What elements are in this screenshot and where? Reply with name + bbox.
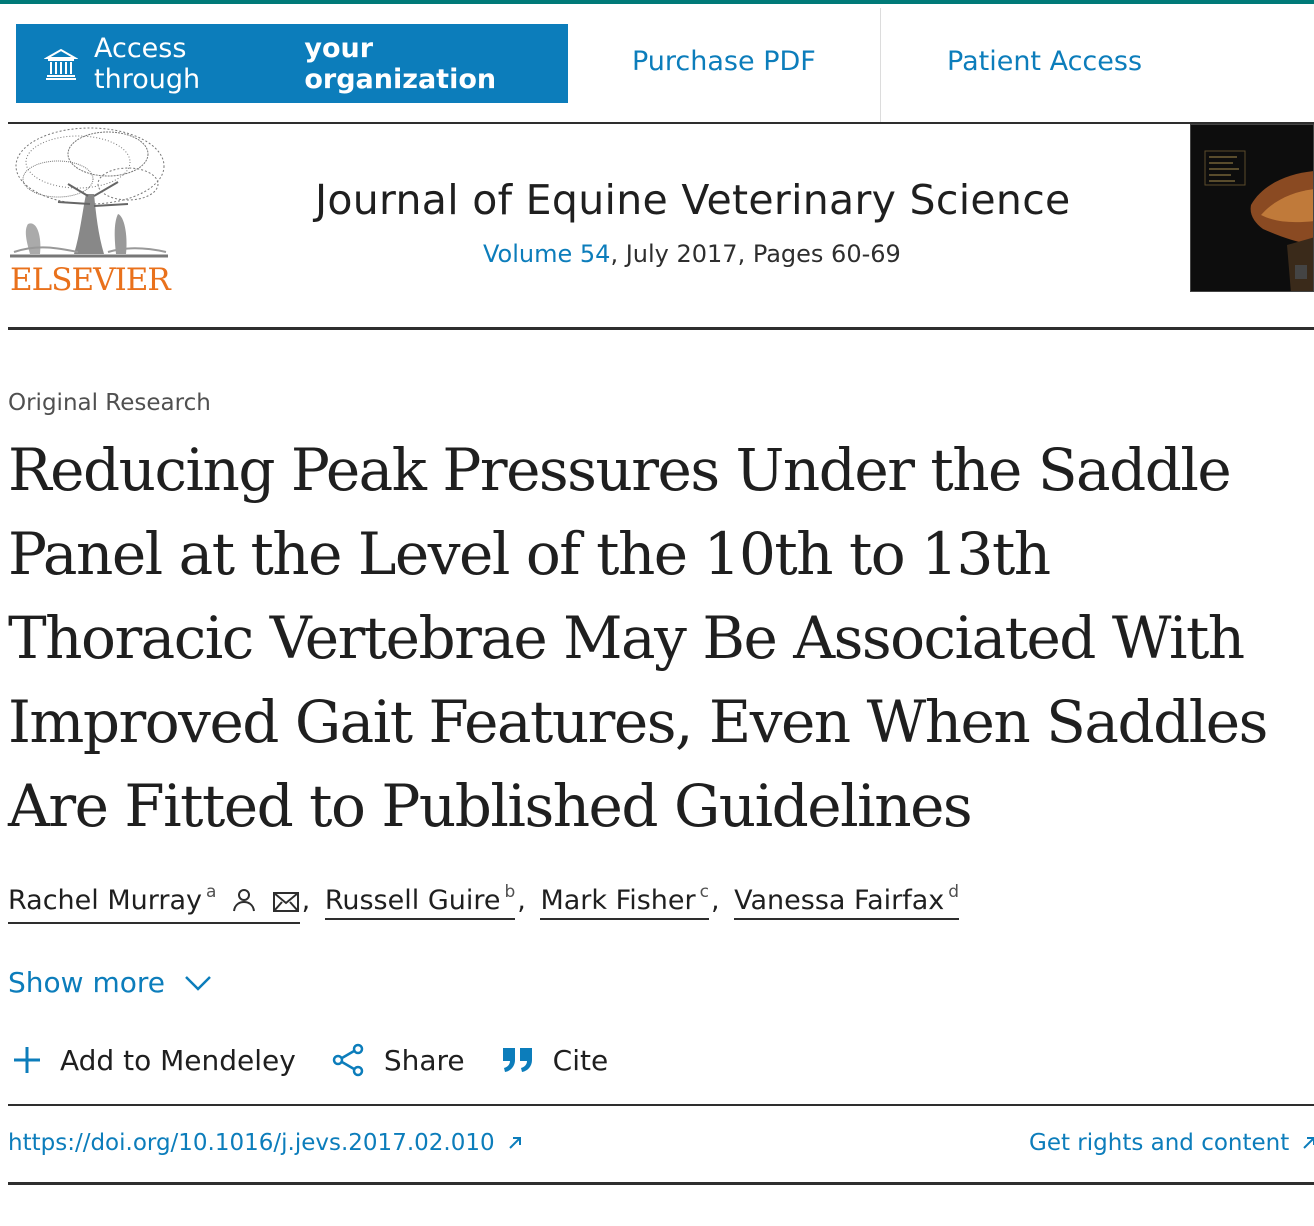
- article-actions: [12, 1043, 644, 1077]
- doi-link[interactable]: [8, 1130, 523, 1156]
- volume-link[interactable]: Volume 54: [483, 240, 611, 268]
- author-name: Mark Fisher: [540, 885, 696, 916]
- issue-details: , July 2017, Pages 60-69: [610, 240, 901, 268]
- access-bar: [0, 4, 1314, 122]
- author-separator: ,: [301, 885, 311, 916]
- add-to-mendeley-button[interactable]: [12, 1044, 296, 1077]
- show-more-button[interactable]: [8, 966, 213, 999]
- chevron-down-icon: [183, 966, 213, 999]
- access-button-prefix: Access through: [94, 32, 201, 95]
- person-icon: [231, 887, 257, 920]
- email-icon: [272, 889, 300, 920]
- get-rights-link[interactable]: [1029, 1130, 1314, 1156]
- patient-access-link[interactable]: Patient Access: [947, 46, 1143, 77]
- journal-header-divider: [8, 327, 1314, 330]
- author-affiliation: b: [504, 882, 516, 902]
- actions-divider: [8, 1104, 1314, 1106]
- author-name: Vanessa Fairfax: [734, 885, 945, 916]
- author-separator: ,: [710, 885, 720, 916]
- doi-text: https://doi.org/10.1016/j.jevs.2017.02.010: [8, 1130, 495, 1156]
- journal-title[interactable]: Journal of Equine Veterinary Science: [315, 176, 1071, 224]
- author-link[interactable]: [325, 882, 515, 920]
- share-label: Share: [383, 1043, 465, 1077]
- issue-line: [483, 240, 901, 268]
- author-link[interactable]: [8, 882, 300, 924]
- access-through-organization-button[interactable]: [16, 24, 568, 103]
- author-affiliation: a: [206, 882, 217, 902]
- author-affiliation: d: [948, 882, 960, 902]
- mendeley-label: Add to Mendeley: [60, 1043, 296, 1077]
- plus-icon: [12, 1045, 42, 1075]
- journal-cover-image[interactable]: [1190, 124, 1314, 292]
- access-button-bold: your organization: [304, 32, 497, 95]
- external-link-icon: [507, 1135, 523, 1151]
- access-bar-divider: [8, 122, 1314, 124]
- elsevier-wordmark: ELSEVIER: [10, 262, 170, 298]
- show-more-label: Show more: [8, 966, 165, 999]
- purchase-pdf-link[interactable]: Purchase PDF: [632, 46, 816, 77]
- quote-icon: [501, 1046, 535, 1074]
- elsevier-tree-icon: [8, 124, 170, 264]
- access-divider: [880, 8, 881, 124]
- author-link[interactable]: [540, 882, 708, 920]
- author-name: Russell Guire: [324, 885, 501, 916]
- cover-art-icon: [1191, 125, 1314, 292]
- author-list: [8, 882, 959, 924]
- external-link-icon: [1301, 1135, 1314, 1151]
- share-icon: [332, 1043, 366, 1077]
- author-affiliation: c: [699, 882, 709, 902]
- bottom-divider: [8, 1182, 1314, 1185]
- cite-button[interactable]: [501, 1044, 609, 1077]
- institution-icon: [44, 47, 78, 81]
- cite-label: Cite: [552, 1043, 609, 1077]
- article-title: Reducing Peak Pressures Under the Saddle Panel at the Level of the 10th to 13th Thoracic Vertebrae May Be Associated With Improved Gait Features, Even When Saddles Are Fitted to Published Guidelines: [8, 436, 1267, 840]
- author-link[interactable]: [734, 882, 959, 920]
- author-separator: ,: [517, 885, 526, 916]
- rights-text: Get rights and content: [1029, 1130, 1290, 1156]
- author-name: Rachel Murray: [8, 885, 203, 916]
- article-type: Original Research: [8, 390, 211, 416]
- share-button[interactable]: [332, 1043, 465, 1077]
